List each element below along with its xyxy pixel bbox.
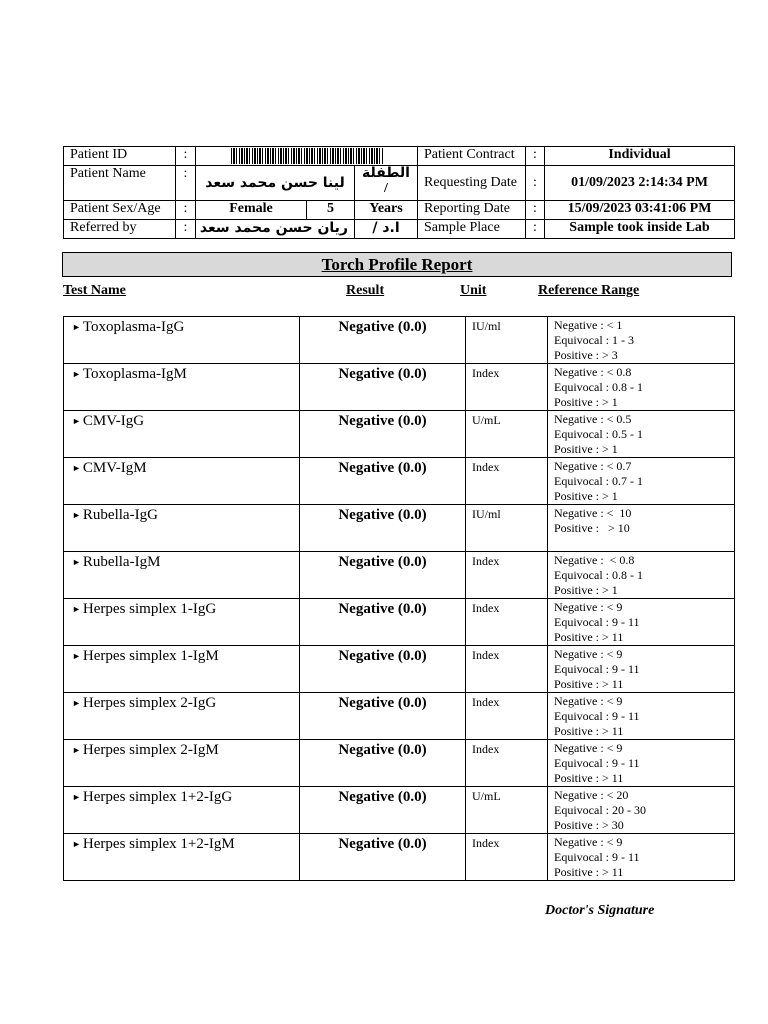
reference-range-line: Negative : < 1 [554, 318, 623, 332]
reference-range-line: Positive : > 30 [554, 818, 624, 832]
reference-range-line: Positive : > 11 [554, 865, 624, 879]
bullet-arrow-icon: ► [72, 510, 81, 520]
test-result: Negative (0.0) [300, 552, 466, 599]
reference-range-line: Positive : > 1 [554, 395, 618, 409]
bullet-arrow-icon: ► [72, 416, 81, 426]
reference-range-cell [548, 317, 735, 364]
test-unit: Index [466, 834, 548, 881]
reporting-date-label: Reporting Date [418, 201, 526, 220]
test-name-cell [64, 693, 300, 740]
doctor-prefix: ا.د / [355, 220, 418, 239]
test-unit: IU/ml [466, 317, 548, 364]
test-result: Negative (0.0) [300, 505, 466, 552]
reference-range-cell [548, 740, 735, 787]
test-name: CMV-IgG [82, 413, 145, 429]
bullet-arrow-icon: ► [72, 745, 81, 755]
reference-range-line: Positive : > 3 [554, 348, 618, 362]
result-row [64, 599, 735, 646]
reference-range-line: Positive : > 10 [554, 521, 630, 535]
results-body [64, 317, 735, 881]
reference-range-line: Positive : > 1 [554, 442, 618, 456]
reference-range-line: Positive : > 11 [554, 630, 624, 644]
reference-range-cell [548, 834, 735, 881]
reference-range-line: Negative : < 0.8 [554, 365, 632, 379]
bullet-arrow-icon: ► [72, 604, 81, 614]
bullet-arrow-icon: ► [72, 463, 81, 473]
test-unit: Index [466, 740, 548, 787]
test-unit: Index [466, 599, 548, 646]
patient-info-table [63, 146, 735, 239]
reference-range-line: Negative : < 0.8 [554, 553, 635, 567]
reference-range-line: Negative : < 0.5 [554, 412, 632, 426]
reference-range-cell [548, 599, 735, 646]
test-unit: U/mL [466, 787, 548, 834]
patient-id-label: Patient ID [64, 147, 176, 166]
test-name-cell [64, 364, 300, 411]
reference-range-line: Equivocal : 9 - 11 [554, 709, 640, 723]
age-value: 5 [307, 201, 355, 220]
reference-range-line: Equivocal : 0.8 - 1 [554, 380, 643, 394]
reference-range-line: Negative : < 9 [554, 600, 623, 614]
reference-range-line: Positive : > 11 [554, 724, 624, 738]
test-name: Rubella-IgG [82, 507, 158, 523]
patient-name-value: لينا حسن محمد سعد [196, 166, 355, 201]
test-name: Toxoplasma-IgG [82, 319, 185, 335]
reference-range-line: Negative : < 9 [554, 835, 623, 849]
requesting-date-value: 01/09/2023 2:14:34 PM [545, 166, 735, 201]
bullet-arrow-icon: ► [72, 651, 81, 661]
colon: : [176, 166, 196, 201]
test-name-cell [64, 834, 300, 881]
result-row [64, 505, 735, 552]
reference-range-line: Negative : < 9 [554, 694, 623, 708]
test-unit: U/mL [466, 411, 548, 458]
reference-range-line: Positive : > 1 [554, 583, 618, 597]
test-result: Negative (0.0) [300, 787, 466, 834]
reference-range-line: Positive : > 1 [554, 489, 618, 503]
barcode-image [231, 148, 383, 164]
bullet-arrow-icon: ► [72, 839, 81, 849]
test-unit: Index [466, 458, 548, 505]
result-row [64, 364, 735, 411]
test-result: Negative (0.0) [300, 364, 466, 411]
reference-range-line: Equivocal : 9 - 11 [554, 615, 640, 629]
result-row [64, 740, 735, 787]
test-name-cell [64, 740, 300, 787]
colon: : [526, 166, 545, 201]
test-name-cell [64, 411, 300, 458]
result-row [64, 834, 735, 881]
age-unit: Years [355, 201, 418, 220]
test-result: Negative (0.0) [300, 317, 466, 364]
test-name: Herpes simplex 1+2-IgG [82, 789, 233, 805]
colon: : [526, 220, 545, 239]
test-result: Negative (0.0) [300, 411, 466, 458]
sample-place-label: Sample Place [418, 220, 526, 239]
result-row [64, 458, 735, 505]
reference-range-line: Equivocal : 20 - 30 [554, 803, 646, 817]
reporting-date-value: 15/09/2023 03:41:06 PM [545, 201, 735, 220]
results-table [63, 316, 735, 881]
child-label: الطفلة [362, 165, 410, 181]
reference-range-line: Equivocal : 9 - 11 [554, 662, 640, 676]
test-name: CMV-IgM [82, 460, 147, 476]
reference-range-cell [548, 646, 735, 693]
colon: : [526, 201, 545, 220]
patient-contract-value: Individual [545, 147, 735, 166]
test-result: Negative (0.0) [300, 834, 466, 881]
header-test-name: Test Name [63, 283, 126, 298]
bullet-arrow-icon: ► [72, 369, 81, 379]
test-unit: Index [466, 693, 548, 740]
test-unit: IU/ml [466, 505, 548, 552]
test-result: Negative (0.0) [300, 740, 466, 787]
colon: : [526, 147, 545, 166]
test-name: Herpes simplex 2-IgM [82, 742, 219, 758]
test-result: Negative (0.0) [300, 646, 466, 693]
doctor-signature-label: Doctor's Signature [545, 903, 655, 918]
reference-range-line: Equivocal : 0.5 - 1 [554, 427, 643, 441]
reference-range-cell [548, 787, 735, 834]
test-name: Herpes simplex 2-IgG [82, 695, 217, 711]
reference-range-line: Equivocal : 0.8 - 1 [554, 568, 643, 582]
reference-range-line: Positive : > 11 [554, 677, 624, 691]
result-row [64, 552, 735, 599]
reference-range-cell [548, 411, 735, 458]
test-name: Herpes simplex 1+2-IgM [82, 836, 235, 852]
test-result: Negative (0.0) [300, 693, 466, 740]
reference-range-line: Negative : < 9 [554, 647, 623, 661]
reference-range-cell [548, 458, 735, 505]
test-name: Herpes simplex 1-IgG [82, 601, 217, 617]
colon: : [176, 147, 196, 166]
reference-range-line: Negative : < 10 [554, 506, 632, 520]
test-unit: Index [466, 646, 548, 693]
sex-value: Female [196, 201, 307, 220]
header-reference-range: Reference Range [538, 283, 640, 298]
reference-range-cell [548, 552, 735, 599]
reference-range-line: Negative : < 0.7 [554, 459, 632, 473]
result-row [64, 646, 735, 693]
test-name-cell [64, 552, 300, 599]
reference-range-line: Equivocal : 1 - 3 [554, 333, 634, 347]
referred-by-value: ريان حسن محمد سعد [196, 220, 355, 239]
test-name-cell [64, 505, 300, 552]
report-title: Torch Profile Report [62, 252, 732, 277]
child-label-slash: / [384, 181, 388, 196]
result-row [64, 411, 735, 458]
bullet-arrow-icon: ► [72, 792, 81, 802]
header-unit: Unit [460, 283, 487, 298]
sex-age-label: Patient Sex/Age [64, 201, 176, 220]
test-name-cell [64, 787, 300, 834]
colon: : [176, 220, 196, 239]
result-row [64, 317, 735, 364]
referred-by-label: Referred by [64, 220, 176, 239]
reference-range-cell [548, 364, 735, 411]
reference-range-line: Negative : < 20 [554, 788, 629, 802]
header-result: Result [346, 283, 385, 298]
test-unit: Index [466, 364, 548, 411]
bullet-arrow-icon: ► [72, 557, 81, 567]
test-name-cell [64, 317, 300, 364]
sample-place-value: Sample took inside Lab [545, 220, 735, 239]
test-result: Negative (0.0) [300, 458, 466, 505]
patient-name-label: Patient Name [64, 166, 176, 201]
patient-id-barcode [196, 147, 418, 166]
reference-range-cell [548, 505, 735, 552]
patient-title-cell [355, 166, 418, 201]
result-row [64, 787, 735, 834]
patient-contract-label: Patient Contract [418, 147, 526, 166]
reference-range-line: Equivocal : 9 - 11 [554, 756, 640, 770]
reference-range-cell [548, 693, 735, 740]
bullet-arrow-icon: ► [72, 322, 81, 332]
bullet-arrow-icon: ► [72, 698, 81, 708]
reference-range-line: Equivocal : 9 - 11 [554, 850, 640, 864]
test-result: Negative (0.0) [300, 599, 466, 646]
test-name: Rubella-IgM [82, 554, 161, 570]
reference-range-line: Negative : < 9 [554, 741, 623, 755]
test-name: Herpes simplex 1-IgM [82, 648, 219, 664]
test-name-cell [64, 458, 300, 505]
colon: : [176, 201, 196, 220]
reference-range-line: Equivocal : 0.7 - 1 [554, 474, 643, 488]
test-name-cell [64, 646, 300, 693]
requesting-date-label: Requesting Date [418, 166, 526, 201]
test-name-cell [64, 599, 300, 646]
reference-range-line: Positive : > 11 [554, 771, 624, 785]
test-unit: Index [466, 552, 548, 599]
test-name: Toxoplasma-IgM [82, 366, 187, 382]
result-row [64, 693, 735, 740]
